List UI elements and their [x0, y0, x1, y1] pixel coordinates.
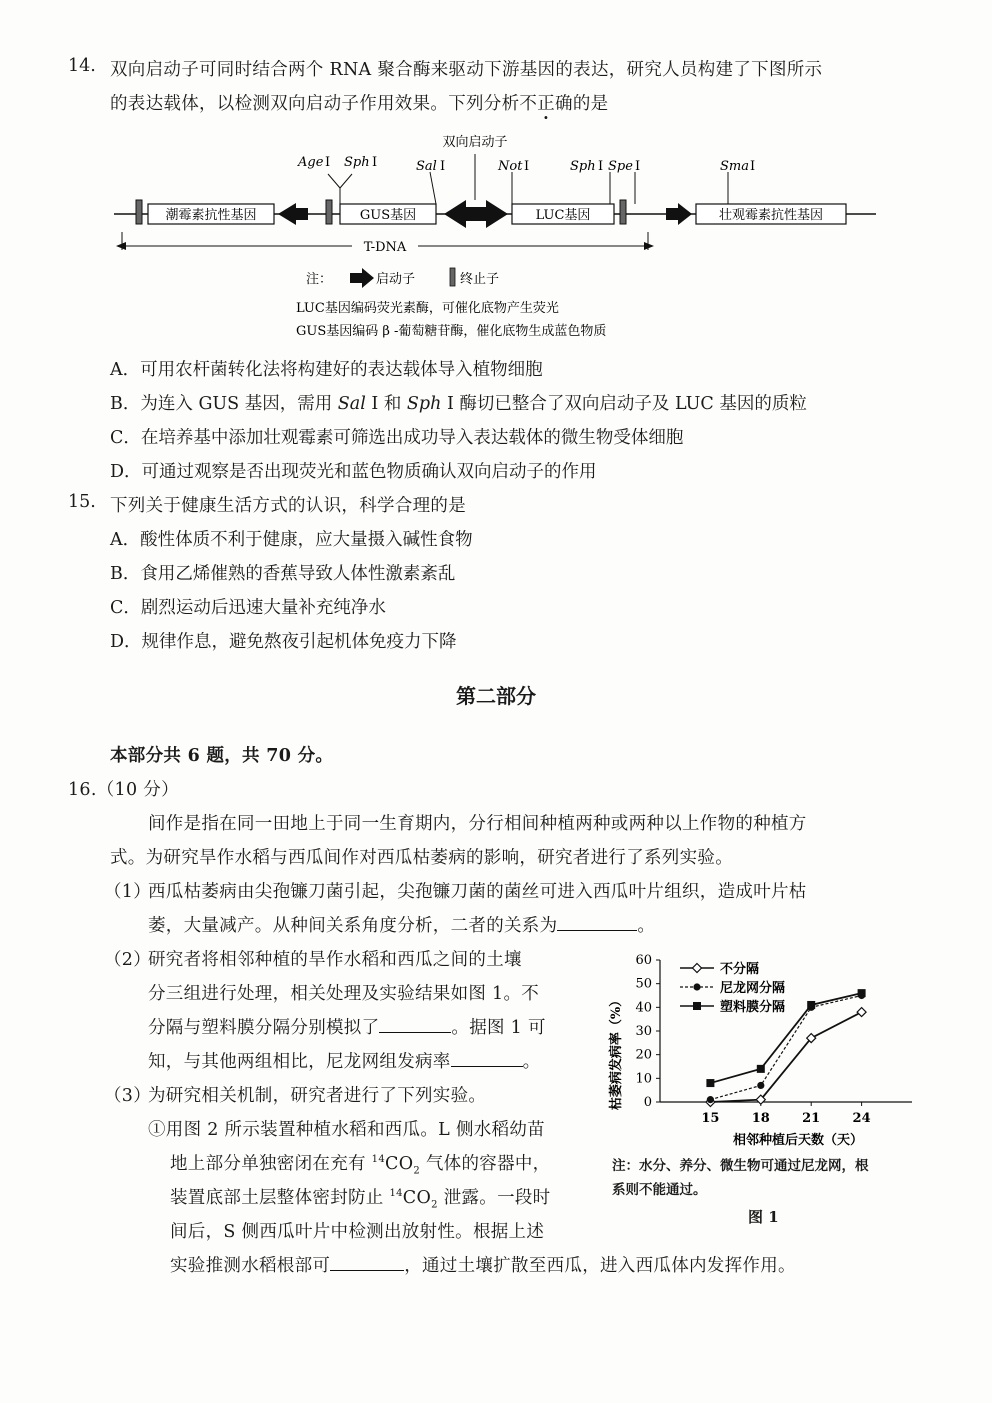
emphasis-not-correct: 不正确: [519, 94, 573, 114]
y-tick-label: 20: [635, 1047, 652, 1063]
question-16-header: [68, 776, 179, 801]
option-text: 为连入 GUS 基因，需用: [140, 394, 338, 414]
legend-label: 不分隔: [720, 962, 760, 977]
answer-blank-relationship[interactable]: [557, 929, 637, 931]
text: 泄露。一段时: [437, 1188, 551, 1208]
terminator-icon: [136, 200, 142, 224]
option-text: I 酶切已整合了双向启动子及 LUC 基因的质粒: [441, 394, 807, 414]
y-tick-label: 10: [635, 1071, 652, 1087]
enzyme-sph: Sph: [406, 394, 442, 414]
legend-prefix: 注：: [306, 272, 333, 287]
q16-para1-line1: 间作是指在同一田地上于同一生育期内，分行相间种植两种或两种以上作物的种植方: [148, 814, 807, 834]
text: CO: [402, 1188, 432, 1208]
data-point: [706, 1079, 714, 1087]
enzyme-sal: Sal: [337, 394, 366, 414]
data-point: [707, 1096, 714, 1103]
sal-site-label: Sal: [416, 159, 437, 174]
svg-text:I: I: [325, 155, 331, 170]
svg-text:I: I: [750, 159, 756, 174]
y-tick-label: 40: [635, 1000, 652, 1016]
chart-axes: [635, 953, 912, 1126]
question-16-number: 16.: [68, 780, 97, 800]
q16-sub2-line2: 分三组进行处理，相关处理及实验结果如图 1。不: [148, 984, 540, 1004]
text: 气体的容器中，: [420, 1154, 551, 1174]
option-text: 在培养基中添加壮观霉素可筛选出成功导入表达载体的微生物受体细胞: [140, 428, 684, 448]
legend-terminator-label: 终止子: [460, 272, 500, 287]
sub2-text: 知，与其他两组相比，尼龙网组发病率: [148, 1052, 451, 1072]
text: ，通过土壤扩散至西瓜，进入西瓜体内发挥作用。: [404, 1256, 796, 1276]
question-14-number: 14.: [68, 56, 96, 76]
not-site-label: Not: [498, 159, 523, 174]
legend-label: 塑料膜分隔: [720, 1000, 786, 1015]
option-text: I 和: [365, 394, 407, 414]
terminator-icon: [620, 200, 626, 224]
sub2-text: 。据图 1 可: [451, 1018, 546, 1038]
data-point: [857, 1008, 866, 1017]
q16-sub1-label: （1）: [104, 882, 152, 902]
y-tick-label: 30: [635, 1024, 652, 1039]
data-point: [858, 989, 866, 997]
q16-sub3-label: （3）: [104, 1086, 152, 1106]
q16-sub3-item1-line4: 间后，S 侧西瓜叶片中检测出放射性。根据上述: [170, 1222, 545, 1242]
q14-option-c[interactable]: [110, 424, 683, 449]
option-label: A．: [110, 360, 141, 380]
chart-x-axis-label: 相邻种植后天数（天）: [732, 1133, 864, 1148]
sph2-site-label: Sph: [570, 159, 596, 174]
q16-sub3-line1: 为研究相关机制，研究者进行了下列实验。: [148, 1086, 487, 1106]
sub2-text: 分隔与塑料膜分隔分别模拟了: [148, 1018, 380, 1038]
series-line-1: [710, 1012, 861, 1102]
x-tick-label: 15: [701, 1111, 720, 1126]
age-site-label: Age: [298, 155, 324, 170]
text: 装置底部土层整体密封防止: [170, 1188, 390, 1208]
q15-option-b[interactable]: [110, 560, 455, 585]
option-label: D．: [110, 632, 142, 652]
sma-site-label: Sma: [720, 159, 749, 174]
part-2-intro: 本部分共 6 题，共 70 分。: [110, 746, 334, 766]
q14-option-a[interactable]: [110, 356, 543, 381]
y-tick-label: 50: [635, 976, 652, 992]
option-label: B．: [110, 564, 141, 584]
chart-legend: [680, 961, 785, 1015]
svg-text:I: I: [372, 155, 378, 170]
x-tick-label: 21: [802, 1111, 821, 1126]
q16-sub2-line4: [148, 1048, 540, 1073]
q16-sub3-item1-line2: [170, 1150, 550, 1177]
x-tick-label: 18: [751, 1111, 770, 1126]
q16-sub2-line3: [148, 1014, 546, 1039]
answer-blank-simulation[interactable]: [379, 1031, 451, 1033]
option-text: 剧烈运动后迅速大量补充纯净水: [140, 598, 386, 618]
spectinomycin-gene-label: 壮观霉素抗性基因: [718, 208, 824, 223]
x-tick-label: 24: [852, 1111, 871, 1126]
figure-1-line-chart: [596, 948, 936, 1148]
q16-sub2-label: （2）: [104, 950, 152, 970]
q16-sub2-line1: 研究者将相邻种植的旱作水稻和西瓜之间的土壤: [148, 950, 522, 970]
q14-option-b[interactable]: [110, 390, 807, 415]
data-point: [757, 1082, 764, 1089]
text: 实验推测水稻根部可: [170, 1256, 331, 1276]
answer-blank-incidence[interactable]: [451, 1065, 523, 1067]
luc-note: LUC基因编码荧光素酶，可催化底物产生荧光: [296, 301, 559, 316]
question-16-score: （10 分）: [96, 780, 179, 800]
chart-y-axis-label: 枯萎病发病率（%）: [609, 993, 624, 1111]
tdna-label: T-DNA: [363, 240, 407, 255]
data-point: [807, 1001, 815, 1009]
subscript: 2: [413, 1165, 421, 1177]
figure-1-caption: 图 1: [748, 1208, 779, 1226]
promoter-arrow-icon: [278, 203, 308, 225]
q16-sub3-item1-line5: [170, 1252, 796, 1277]
q14-option-d[interactable]: [110, 458, 597, 483]
bidirectional-promoter-label: 双向启动子: [442, 135, 508, 150]
q16-sub3-item1-line3: [170, 1184, 550, 1211]
terminator-icon: [326, 200, 332, 224]
legend-marker: [693, 964, 702, 973]
sub1-text: 萎，大量减产。从种间关系角度分析，二者的关系为: [148, 916, 558, 936]
svg-text:I: I: [598, 159, 604, 174]
y-tick-label: 60: [635, 953, 652, 968]
sub2-text: 。: [522, 1052, 541, 1072]
legend-marker: [693, 1002, 701, 1010]
svg-text:I: I: [524, 159, 530, 174]
legend-promoter-icon: [350, 268, 374, 288]
sub1-end: 。: [637, 916, 656, 936]
option-text: 规律作息，避免熬夜引起机体免疫力下降: [141, 632, 457, 652]
legend-marker: [693, 983, 700, 990]
stem-text: 的表达载体，以检测双向启动子作用效果。下列分析: [110, 94, 520, 114]
gus-note: GUS基因编码 β -葡萄糖苷酶，催化底物生成蓝色物质: [296, 324, 607, 339]
q16-sub1-line1: 西瓜枯萎病由尖孢镰刀菌引起，尖孢镰刀菌的菌丝可进入西瓜叶片组织，造成叶片枯: [148, 882, 807, 902]
answer-blank-root-secretion[interactable]: [330, 1269, 404, 1271]
question-14-stem-line1: 双向启动子可同时结合两个 RNA 聚合酶来驱动下游基因的表达，研究人员构建了下图所示: [110, 60, 823, 80]
question-15-stem: 下列关于健康生活方式的认识，科学合理的是: [110, 496, 466, 516]
option-label: A．: [110, 530, 141, 550]
q15-option-c[interactable]: [110, 594, 386, 619]
option-text: 食用乙烯催熟的香蕉导致人体性激素紊乱: [140, 564, 456, 584]
isotope-superscript: 14: [371, 1154, 385, 1166]
part-2-title: 第二部分: [456, 684, 536, 708]
text: CO: [385, 1154, 414, 1174]
gus-gene-label: GUS基因: [359, 208, 417, 223]
figure-1-note-line1: 注：水分、养分、微生物可通过尼龙网，根: [612, 1158, 869, 1174]
sph-site-label: Sph: [344, 155, 370, 170]
option-label: B．: [110, 394, 141, 414]
legend-label: 尼龙网分隔: [720, 981, 786, 996]
isotope-superscript: 14: [389, 1188, 403, 1200]
option-text: 可用农杆菌转化法将构建好的表达载体导入植物细胞: [140, 360, 543, 380]
question-14-stem-line2: [110, 90, 608, 115]
q15-option-d[interactable]: [110, 628, 457, 653]
option-label: C．: [110, 598, 141, 618]
option-label: C．: [110, 428, 141, 448]
q16-sub3-item1-line1: ①用图 2 所示装置种植水稻和西瓜。L 侧水稻幼苗: [148, 1120, 545, 1140]
q16-sub1-line2: [148, 912, 655, 937]
q15-option-a[interactable]: [110, 526, 473, 551]
spe-site-label: Spe: [608, 159, 633, 174]
svg-text:I: I: [635, 159, 641, 174]
expression-vector-diagram: [100, 128, 900, 348]
svg-text:I: I: [440, 159, 446, 174]
legend-promoter-label: 启动子: [376, 272, 416, 287]
question-15-number: 15.: [68, 492, 96, 512]
legend-terminator-icon: [450, 268, 455, 286]
option-text: 酸性体质不利于健康，应大量摄入碱性食物: [140, 530, 473, 550]
hygromycin-gene-label: 潮霉素抗性基因: [165, 208, 257, 223]
text: 地上部分单独密闭在充有: [170, 1154, 372, 1174]
option-label: D．: [110, 462, 142, 482]
stem-text-end: 的是: [572, 94, 609, 114]
y-tick-label: 0: [643, 1095, 652, 1110]
subscript: 2: [431, 1199, 438, 1211]
figure-1-note-line2: 系则不能通过。: [612, 1182, 707, 1198]
bidirectional-promoter-icon: [444, 200, 508, 228]
promoter-arrow-icon: [666, 203, 692, 225]
data-point: [757, 1065, 765, 1073]
luc-gene-label: LUC基因: [535, 208, 591, 223]
option-text: 可通过观察是否出现荧光和蓝色物质确认双向启动子的作用: [141, 462, 597, 482]
q16-para1-line2: 式。为研究旱作水稻与西瓜间作对西瓜枯萎病的影响，研究者进行了系列实验。: [110, 848, 733, 868]
